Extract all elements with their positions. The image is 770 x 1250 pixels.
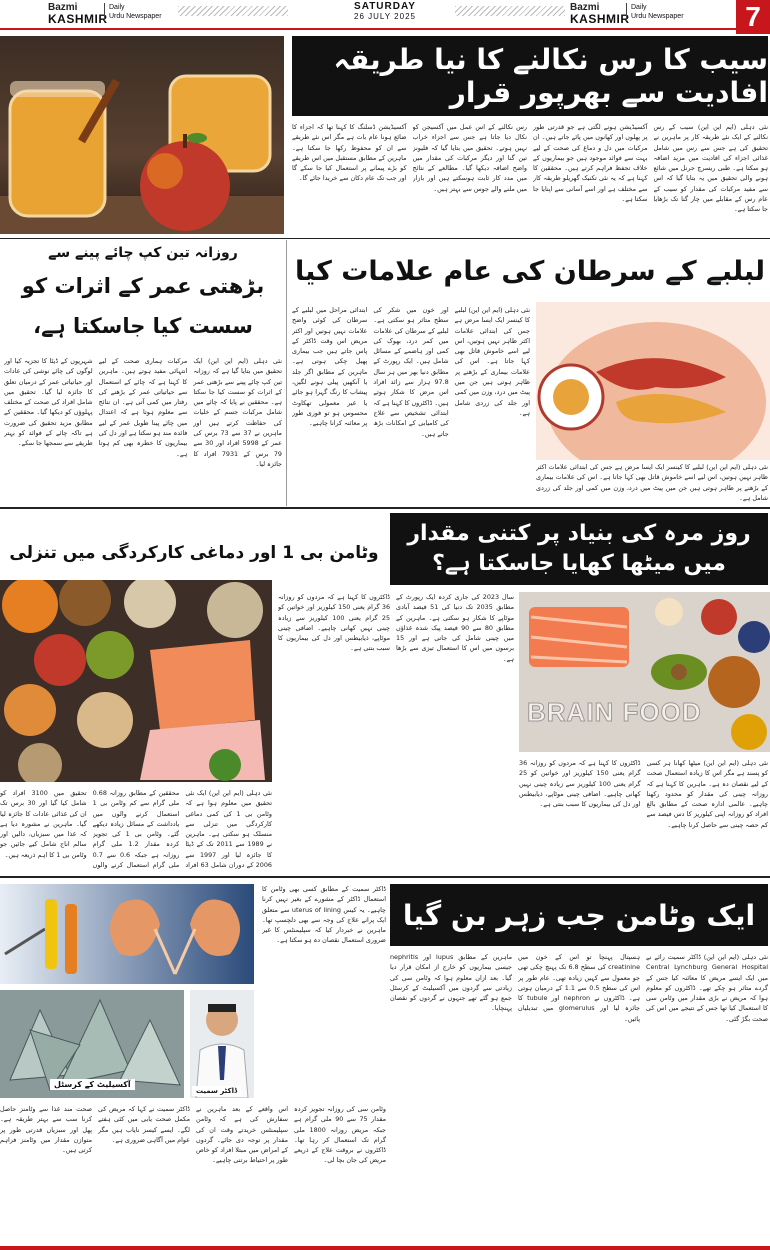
beans-bowl <box>34 634 86 686</box>
jar-rim-left <box>10 81 105 97</box>
kidney-drawing <box>0 884 254 984</box>
masthead <box>0 0 770 30</box>
brand-tagline <box>104 3 162 21</box>
apple-stem <box>183 134 187 148</box>
kidney-left <box>110 900 160 957</box>
article3-columns <box>4 356 282 502</box>
kidney-vials-illustration <box>0 884 254 984</box>
nuts-bowl <box>708 656 760 708</box>
brand-right <box>570 2 684 26</box>
doctor-hair <box>208 1004 236 1012</box>
article4-col-1: نئی دہلی (ایم این این) میٹھا کھانا ہر کسی کو پسند ہے مگر اس کا زیادہ استعمال صحت کے لیے نقصان دہ ہے۔ ماہرین کا کہنا ہے کہ روزانہ چینی کی مقدار کو محدود رکھنا چاہیے۔ عالمی ادارہ صحت کے مطابق بالغ افراد کو روزانہ اپنی کیلوریز کا دس فیصد سے کم حصہ چینی سے حاصل کرنا چاہیے۔ <box>646 759 768 829</box>
lentils-bowl <box>4 684 56 736</box>
grain-bowl <box>207 582 263 638</box>
juice-jar-left <box>10 91 105 216</box>
article4-columns-a <box>396 592 514 868</box>
article2-col-1: نئی دہلی (ایم این این) لبلبے کا کینسر ایک ایسا مرض ہے جس کی ابتدائی علامات اکثر ظاہر نہیں ہوتیں، اس لیے اسے خاموش قاتل بھی کہا جاتا ہے۔ اس کی علامات بیماری کے بڑھنے پر ظاہر ہوتی ہیں جن میں پیٹ میں درد، وزن میں کمی اور جلد کی زردی شامل ہے۔ <box>454 306 530 417</box>
vial-orange <box>65 904 77 974</box>
brand-tagline-right <box>626 3 684 21</box>
article3-kicker: روزانہ تین کپ چائے پینے سے <box>48 245 238 261</box>
article2-columns-lower <box>536 462 768 502</box>
article2-col-lower: نئی دہلی (ایم این این) لبلبے کا کینسر ایک ایسا مرض ہے جس کی ابتدائی علامات اکثر ظاہر نہیں ہوتیں، اس لیے اسے خاموش قاتل بھی کہا جاتا ہے۔ اس کی علامات بیماری کے بڑھنے پر ظاہر ہوتی ہیں جن میں پیٹ میں درد، وزن میں کمی اور جلد کی زردی شامل ہے۔ <box>536 463 768 502</box>
egg <box>655 598 683 626</box>
pancreas-drawing <box>536 302 770 460</box>
salmon-fillet <box>150 640 255 730</box>
article6-col-7: ڈاکٹر سمیت نے کہا کہ مریض کی مکمل صحت یابی میں کئی ہفتے لگے۔ ایسے کیسز نایاب ہیں مگر عوام میں آگاہی ضروری ہے۔ <box>98 1105 190 1144</box>
page-number: 7 <box>736 0 770 34</box>
article5-headline: وٹامن بی 1 اور دماغی کارکردگی میں تنزلی <box>9 543 379 563</box>
article5-col-3: تحقیق میں 3100 افراد کو شامل کیا گیا اور 30 برس تک ان کی غذائی عادات کا جائزہ لیا گیا۔ ماہرین نے مشورہ دیا ہے کہ غذا میں سبزیاں، دالیں اور سالم اناج شامل کیے جائیں جو وٹامن بی 1 کا اہم ذریعہ ہیں۔ <box>0 789 87 859</box>
walnut-bowl <box>59 580 111 626</box>
brand-top: Bazmi <box>48 2 78 13</box>
tumor-closeup <box>553 379 589 415</box>
syringe <box>5 929 45 954</box>
vitamin-foods-photo <box>0 580 272 782</box>
brand-left <box>48 2 162 26</box>
article4-headline: روز مرہ کی بنیاد پر کتنی مقدار میں میٹھا کھایا جاسکتا ہے؟ <box>390 513 768 585</box>
article5-col-1: نئی دہلی (ایم این این) ایک نئی تحقیق میں معلوم ہوا ہے کہ وٹامن بی 1 کی کمی دماغی کارکردگی میں تنزلی سے منسلک ہو سکتی ہے۔ ماہرین نے 1989 سے 2011 تک کے ڈیٹا کا جائزہ لیا اور 1997 سے 2006 کے دوران شامل 63 افراد <box>185 789 272 870</box>
daily-label: Daily <box>109 4 125 11</box>
brain-food-drawing <box>519 592 770 752</box>
article6-col-6: اس واقعے کے بعد ماہرین نے سفارش کی ہے کہ وٹامن سپلیمنٹس خریدتے وقت ان کی مقدار پر توجہ دی جائے۔ گردوں کے امراض میں مبتلا افراد کو خاص طور پر احتیاط برتنی چاہیے۔ <box>196 1105 288 1165</box>
crystal-caption: آکسیلیٹ کے کرسٹل <box>50 1079 135 1090</box>
article6-columns-right <box>390 952 768 1244</box>
daily-label-right: Daily <box>631 4 647 11</box>
ureters <box>155 929 195 974</box>
oxalate-crystals-micrograph <box>0 990 184 1098</box>
article6-columns-mid <box>262 884 386 1104</box>
article6-col-2: ہسپتال پہنچا تو اس کے خون میں creatinine کی سطح 6.8 تک پہنچ چکی تھی جو معمول سے کہیں زیادہ تھی۔ عام طور پر اس کی سطح 0.5 سے 1.1 کے درمیان ہوتی ہے۔ ڈاکٹروں نے nephron اور tubule کا جائزہ لیا اور glomerulus میں تبدیلیاں پائیں۔ <box>518 953 640 1023</box>
article4-columns-c <box>519 758 768 870</box>
article1-headline: سیب کا رس نکالنے کا نیا طریقہ افادیت سے بھرپور قرار <box>292 36 768 116</box>
brand-top-right: Bazmi <box>570 2 600 13</box>
apple-leaf <box>187 133 207 143</box>
article4-col-1b: ڈاکٹروں کا کہنا ہے کہ مردوں کو روزانہ 36 گرام یعنی 150 کیلوریز اور خواتین کو 25 گرام یعنی 100 کیلوریز سے زیادہ چینی نہیں کھانی چاہیے۔ اضافی چینی موٹاپے، ذیابیطس اور دل کی بیماریوں کا سبب بنتی ہے۔ <box>519 759 641 809</box>
divider-3 <box>0 876 770 878</box>
tomato <box>701 599 737 635</box>
vitamin-foods-drawing <box>0 580 272 782</box>
article6-col-1: نئی دہلی (ایم این این) ڈاکٹر سمیت رائے نے Central Lynchburg General Hospital میں ایک ایسے مریض کا معائنہ کیا جس کے گردے متاثر ہو چکے تھے۔ ڈاکٹروں کو معلوم ہوا کہ مریض نے بڑی مقدار میں وٹامن سی کا استعمال کیا تھا جس کے نتیجے میں اس کی صحت بگڑ گئی۔ <box>646 953 768 1023</box>
divider-1 <box>0 238 770 239</box>
seeds-bowl <box>77 692 133 748</box>
article3-col-2: مرکبات ہماری صحت کے لیے انتہائی مفید ہوتے ہیں۔ ماہرین کا کہنا ہے کہ چائے کے استعمال سے حیاتیاتی عمر کے بڑھنے کی رفتار میں کمی آتی ہے۔ ان نتائج سے معلوم ہوتا ہے کہ اعتدال میں چائے پینا طویل عمر کے لیے فائدہ مند ہو سکتا ہے اور دل کی بیماریوں کا خطرہ بھی کم ہوتا ہے۔ <box>98 357 188 458</box>
pancreas-illustration <box>536 302 770 460</box>
apple-red <box>140 141 230 231</box>
crystal-3 <box>120 1020 180 1085</box>
day-label: SATURDAY <box>354 1 416 12</box>
divider-2 <box>0 507 770 509</box>
article6-col-5: وٹامن سی کی روزانہ تجویز کردہ مقدار 75 سے 90 ملی گرام ہے جبکہ مریض روزانہ 1800 ملی گرام تک استعمال کر رہا تھا۔ ڈاکٹروں نے بروقت علاج کے ذریعے مریض کی جان بچا لی۔ <box>294 1105 386 1165</box>
avocado-pit <box>671 664 687 680</box>
ham-slice <box>140 720 265 780</box>
brain-food-photo <box>519 592 770 752</box>
article6-col-8: صحت مند غذا سے وٹامنز حاصل کرنا سب سے بہتر طریقہ ہے۔ پھل اور سبزیاں قدرتی طور پر متوازن مقدار میں وٹامنز فراہم کرتی ہیں۔ <box>0 1105 92 1155</box>
article6-col-4: ڈاکٹر سمیت کے مطابق کسی بھی وٹامن کا استعمال ڈاکٹر کے مشورے کے بغیر نہیں کرنا چاہیے۔ یہ کیس uterus of lining سے متعلق ایک پرانے علاج کی وجہ سے بھی دلچسپ تھا۔ ماہرین نے خبردار کیا کہ سپلیمنٹس کا غیر ضروری استعمال نقصان دہ ہو سکتا ہے۔ <box>262 885 386 945</box>
article3-col-3: شہریوں کے ڈیٹا کا تجزیہ کیا اور لوگوں کی چائے نوشی کی عادات اور حیاتیاتی عمر کے درمیان تعلق کا جائزہ لیا گیا۔ تحقیق میں شامل افراد کی صحت کے مختلف پہلوؤں کو دیکھا گیا۔ محققین کے مطابق مزید تحقیق کی ضرورت ہے تاکہ چائے کے فوائد کو بہتر طریقے سے سمجھا جا سکے۔ <box>4 357 93 448</box>
article4-col-2: ڈاکٹروں کا کہنا ہے کہ مردوں کو روزانہ 36 گرام یعنی 150 کیلوریز اور خواتین کو 25 گرام یعنی 100 کیلوریز سے زیادہ چینی نہیں کھانی چاہیے۔ اضافی چینی موٹاپے، ذیابیطس اور دل کی بیماریوں کا سبب بنتی ہے۔ <box>278 593 390 653</box>
brand-name-right: KASHMIR <box>570 12 630 26</box>
article2-headline: لبلبے کے سرطان کی عام علامات کیا <box>294 256 766 287</box>
apple-juice-photo <box>0 36 284 234</box>
apple-juice-drawing <box>0 36 284 234</box>
article1-col-4: آکسیڈیشن ڈسلنگ کا کہنا تھا کہ اجزاء کا ضائع ہونا عام بات ہے مگر اس نئے طریقے سے ان کو محفوظ رکھا جا سکتا ہے۔ ماہرین کے مطابق مستقبل میں اس طریقے کو بڑے پیمانے پر استعمال کیا جا سکے گا اور جب تک عام دکان سے خریدا جائے گا۔ <box>292 123 407 183</box>
kidney-right <box>190 900 240 957</box>
article3-headline: بڑھتی عمر کے اثرات کو سست کیا جاسکتا ہے، <box>21 274 265 338</box>
article1-col-3: رس نکالنے کے اس عمل میں آکسیجن کو نکال دیا جاتا ہے جس سے اجزاء خراب نہیں ہوتے۔ تحقیق میں بتایا گیا کہ فلیونز تین گنا اور دیگر مرکبات کی مقدار میں واضح اضافہ دیکھا گیا۔ مطالعے کے نتائج میں مدد کار ثابت ہوسکتے ہیں اور بازار میں ملنے والے جوس سے بہتر ہیں۔ <box>412 123 527 193</box>
article5-col-2: محققین کے مطابق روزانہ 0.68 ملی گرام سے کم وٹامن بی 1 استعمال کرنے والوں میں یادداشت کے مسائل زیادہ دیکھے گئے۔ وٹامن بی 1 کی تجویز کردہ مقدار 1.2 ملی گرام روزانہ ہے جبکہ 0.6 سے 0.7 ملی گرام استعمال کرنے والوں <box>92 789 180 870</box>
hatch-right <box>455 6 565 16</box>
article6-columns-bottom <box>0 1104 386 1244</box>
urdu-newspaper-label: Urdu Newspaper <box>109 13 162 20</box>
footer-rule <box>0 1246 770 1250</box>
oil-bowl <box>731 714 767 750</box>
article5-columns-lower <box>0 788 272 870</box>
vial-yellow <box>45 899 57 969</box>
article1-col-2: آکسیڈیشن ہونے لگتی ہے جو قدرتی طور پر پھلوں اور کھانوں میں پائے جاتے ہیں۔ ان مرکبات میں دل و دماغ کی صحت کے لیے بہت سے فوائد موجود ہیں جو بیماریوں کے خلاف تحفظ فراہم کرتے ہیں۔ محققین کا کہنا ہے کہ یہ نئی تکنیک گھریلو طریقہ کار سے مختلف ہے اور اسے آسانی سے اپنایا جا سکتا ہے۔ <box>533 123 648 204</box>
oats-bowl <box>124 580 176 628</box>
doctor-caption: ڈاکٹر سمیت <box>192 1086 241 1096</box>
article4-col-3: سال 2023 کی جاری کردہ ایک رپورٹ کے مطابق 2035 تک دنیا کی 51 فیصد آبادی موٹاپے کا شکار ہو سکتی ہے۔ ماہرین کے مطابق 80 سے 90 فیصد پیک شدہ غذاؤں میں چینی شامل کی جاتی ہے اور 15 برسوں میں اس کا استعمال تیزی سے بڑھا ہے۔ <box>396 593 514 663</box>
article6-col-3: ماہرین کے مطابق lupus اور nephritis جیسی بیماریوں کو خارج از امکان قرار دیا گیا۔ بعد ازاں معلوم ہوا کہ وٹامن سی کی زیادتی سے گردوں میں آکسیلیٹ کے کرسٹل جمع ہو گئے تھے جنہوں نے گردوں کو نقصان پہنچایا۔ <box>390 953 512 1013</box>
article6-headline: ایک وٹامن جب زہر بن گیا <box>390 884 768 946</box>
orange <box>2 580 58 633</box>
urdu-newspaper-label-right: Urdu Newspaper <box>631 13 684 20</box>
brain-food-label: BRAIN FOOD <box>527 697 702 727</box>
article2-col-2: اور خون میں شکر کی سطح متاثر ہو سکتی ہے۔ لبلبے کے سرطان کی علامات میں کمر درد، بھوک کی کمی اور ہاضمے کے مسائل شامل ہیں۔ ایک رپورٹ کے مطابق دنیا بھر میں ہر سال 97.8 ہزار سے زائد افراد اس مرض کا شکار ہوتے ہیں۔ ڈاکٹروں کا کہنا ہے کہ ابتدائی تشخیص سے علاج کی کامیابی کے امکانات بڑھ جاتے ہیں۔ <box>373 306 449 438</box>
date-label: 26 JULY 2025 <box>354 12 416 21</box>
article4-columns-b <box>278 592 390 868</box>
doctor-drawing <box>190 990 254 1098</box>
article1-col-1: نئی دہلی (ایم این این) سیب کے رس نکالنے کے ایک نئے طریقہ کار پر ماہرین نے تحقیق کی ہے جس سے رس میں شامل غذائی اجزاء کی افادیت میں مزید اضافہ ہو سکتا ہے۔ طبی ریسرچ جرنل میں شائع ہونے والی تحقیق میں یہ بتایا گیا کہ اس سے مفید مرکبات کی مقدار کو سیب کے عام رس کے مقابلے میں چار گنا تک بڑھایا جا سکتا ہے۔ <box>653 123 768 214</box>
vertical-divider-1 <box>286 240 287 506</box>
article2-columns <box>292 305 530 500</box>
nuts-bowl <box>18 743 62 782</box>
hatch-left <box>178 6 288 16</box>
sprouts <box>209 749 241 781</box>
article3-col-1: نئی دہلی (ایم این این) ایک تحقیق میں بتایا گیا ہے کہ روزانہ تین کپ چائے پینے سے بڑھتی عمر کے اثرات کو سست کیا جا سکتا ہے۔ محققین نے پایا کہ چائے میں شامل مرکبات جسم کے خلیات کی حفاظت کرتے ہیں اور ماہرین نے 37 سے 73 برس کی عمر کے 5998 افراد اور 30 سے 79 برس کے 7931 افراد کا جائزہ لیا۔ <box>193 357 282 468</box>
dateline <box>300 1 470 21</box>
article1-columns <box>292 122 768 232</box>
blueberries <box>738 621 770 653</box>
brand-name: KASHMIR <box>48 12 108 26</box>
doctor-portrait <box>190 990 254 1098</box>
apple-highlight <box>147 153 183 189</box>
article2-col-3: ابتدائی مراحل میں لبلبے کے سرطان کی کوئی واضح علامات نہیں ہوتیں اور اکثر مریض اس وقت ڈاکٹر کے پاس جاتے ہیں جب بیماری پھیل چکی ہوتی ہے۔ ماہرین کے مطابق اگر جلد یا آنکھیں پیلی ہونے لگیں، پیشاب کا رنگ گہرا ہو جائے یا غیر معمولی تھکاوٹ محسوس ہو تو فوری طور پر معائنہ کرانا چاہیے۔ <box>292 306 368 428</box>
peas-bowl <box>86 631 134 679</box>
